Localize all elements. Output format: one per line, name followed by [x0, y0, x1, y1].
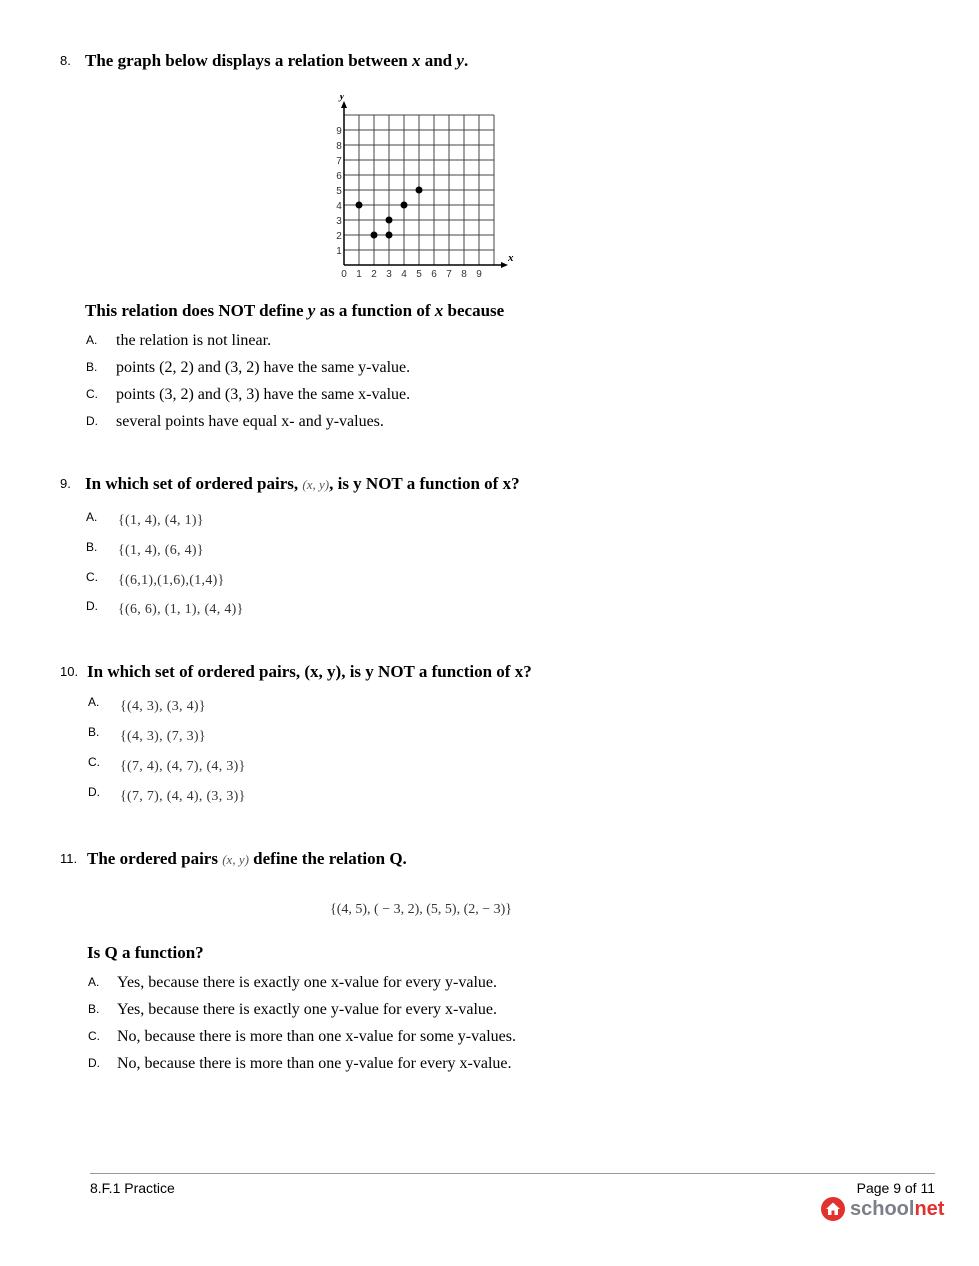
option-letter: D.: [86, 414, 98, 428]
stem-text: define the relation Q.: [248, 849, 407, 868]
x-tick-label: 9: [476, 269, 482, 280]
logo-text: [850, 1198, 944, 1221]
option-text: {(4, 3), (7, 3)}: [120, 729, 206, 744]
y-tick-label: 4: [336, 201, 342, 212]
y-tick-label: 6: [336, 171, 342, 182]
stem-var-x: x: [411, 51, 421, 70]
option-letter: A.: [86, 510, 98, 524]
option-text: several points have equal x- and y-values.: [116, 413, 384, 430]
x-tick-label: 6: [431, 269, 437, 280]
x-tick-label: 8: [461, 269, 467, 280]
footer-divider: [90, 1173, 935, 1174]
stem-text: In which set of ordered pairs,: [85, 474, 303, 493]
option-text: {(1, 4), (4, 1)}: [118, 513, 204, 528]
option-text: {(6,1),(1,6),(1,4)}: [118, 573, 225, 588]
prompt-text: This relation does NOT define: [85, 301, 308, 320]
option-text: points (3, 2) and (3, 3) have the same x-value.: [116, 386, 411, 403]
y-tick-label: 8: [336, 141, 342, 152]
x-axis-label: x: [508, 252, 514, 264]
y-tick-label: 3: [336, 216, 342, 227]
data-point: [386, 232, 393, 239]
x-tick-label: 0: [341, 269, 347, 280]
option-text: {(6, 6), (1, 1), (4, 4)}: [118, 602, 244, 617]
option-letter: C.: [86, 387, 98, 401]
option-text: the relation is not linear.: [116, 332, 272, 349]
data-point: [356, 202, 363, 209]
question-number: 9.: [60, 476, 71, 491]
house-icon: [820, 1196, 846, 1222]
prompt-var-y: y: [307, 301, 316, 320]
y-tick-label: 7: [336, 156, 342, 167]
option-letter: B.: [86, 540, 98, 554]
option-text: {(1, 4), (6, 4)}: [118, 543, 204, 558]
x-tick-label: 7: [446, 269, 452, 280]
page-indicator: Page 9 of 11: [856, 1180, 935, 1196]
option-letter: C.: [88, 755, 100, 769]
stem-var-y: y: [456, 51, 464, 70]
relation-set: {(4, 5), ( − 3, 2), (5, 5), (2, − 3)}: [330, 902, 513, 917]
stem-math: (x, y): [302, 477, 330, 492]
option-letter: A.: [88, 975, 100, 989]
option-letter: B.: [88, 1002, 100, 1016]
x-tick-label: 2: [371, 269, 377, 280]
data-point: [401, 202, 408, 209]
data-point: [371, 232, 378, 239]
option-text: {(7, 4), (4, 7), (4, 3)}: [120, 759, 246, 774]
x-tick-label: 4: [401, 269, 407, 280]
data-point: [416, 187, 423, 194]
option-text: No, because there is more than one y-value for every x-value.: [117, 1055, 512, 1072]
question-stem: [87, 849, 407, 869]
question-prompt: [85, 301, 504, 321]
question-number: 8.: [60, 53, 71, 68]
y-tick-label: 1: [336, 246, 342, 257]
option-letter: B.: [86, 360, 98, 374]
x-axis-arrow: [501, 262, 508, 268]
option-letter: C.: [86, 570, 98, 584]
relation-graph: [330, 95, 515, 280]
prompt-var-x: x: [434, 301, 444, 320]
question-stem: In which set of ordered pairs, (x, y), is y NOT a function of x?: [87, 662, 532, 681]
graph-axes: [338, 95, 514, 268]
data-point: [386, 217, 393, 224]
question-prompt: Is Q a function?: [87, 943, 204, 962]
prompt-text: because: [443, 301, 505, 320]
option-text: No, because there is more than one x-value for some y-values.: [117, 1028, 516, 1045]
stem-text: and: [420, 51, 457, 70]
option-text: Yes, because there is exactly one x-value for every y-value.: [117, 974, 497, 991]
option-text: Yes, because there is exactly one y-value for every x-value.: [117, 1001, 497, 1018]
option-text: {(4, 3), (3, 4)}: [120, 699, 206, 714]
footer-title: 8.F.1 Practice: [90, 1180, 175, 1196]
question-stem: [85, 474, 520, 494]
option-letter: D.: [86, 599, 98, 613]
option-letter: D.: [88, 785, 100, 799]
option-letter: D.: [88, 1056, 100, 1070]
stem-text: , is y NOT a function of x?: [329, 474, 520, 493]
prompt-text: as a function of: [315, 301, 435, 320]
y-axis-label: y: [339, 95, 345, 102]
schoolnet-logo: [820, 1194, 944, 1224]
question-stem: [85, 51, 468, 71]
question-number: 11.: [60, 851, 78, 866]
option-letter: B.: [88, 725, 100, 739]
option-letter: C.: [88, 1029, 100, 1043]
logo-text-net: net: [914, 1197, 945, 1220]
logo-text-school: school: [850, 1197, 915, 1220]
option-text: {(7, 7), (4, 4), (3, 3)}: [120, 789, 246, 804]
y-tick-label: 2: [336, 231, 342, 242]
x-tick-label: 5: [416, 269, 422, 280]
x-tick-label: 3: [386, 269, 392, 280]
x-tick-label: 1: [356, 269, 362, 280]
y-tick-label: 9: [336, 126, 342, 137]
option-letter: A.: [86, 333, 98, 347]
stem-math: (x, y): [222, 852, 249, 867]
stem-text: .: [463, 51, 469, 70]
stem-text: The ordered pairs: [87, 849, 223, 868]
option-text: points (2, 2) and (3, 2) have the same y-value.: [116, 359, 411, 376]
option-letter: A.: [88, 695, 100, 709]
stem-text: The graph below displays a relation between: [85, 51, 412, 70]
y-axis-arrow: [341, 101, 347, 108]
y-tick-label: 5: [336, 186, 342, 197]
question-number: 10.: [60, 664, 79, 679]
